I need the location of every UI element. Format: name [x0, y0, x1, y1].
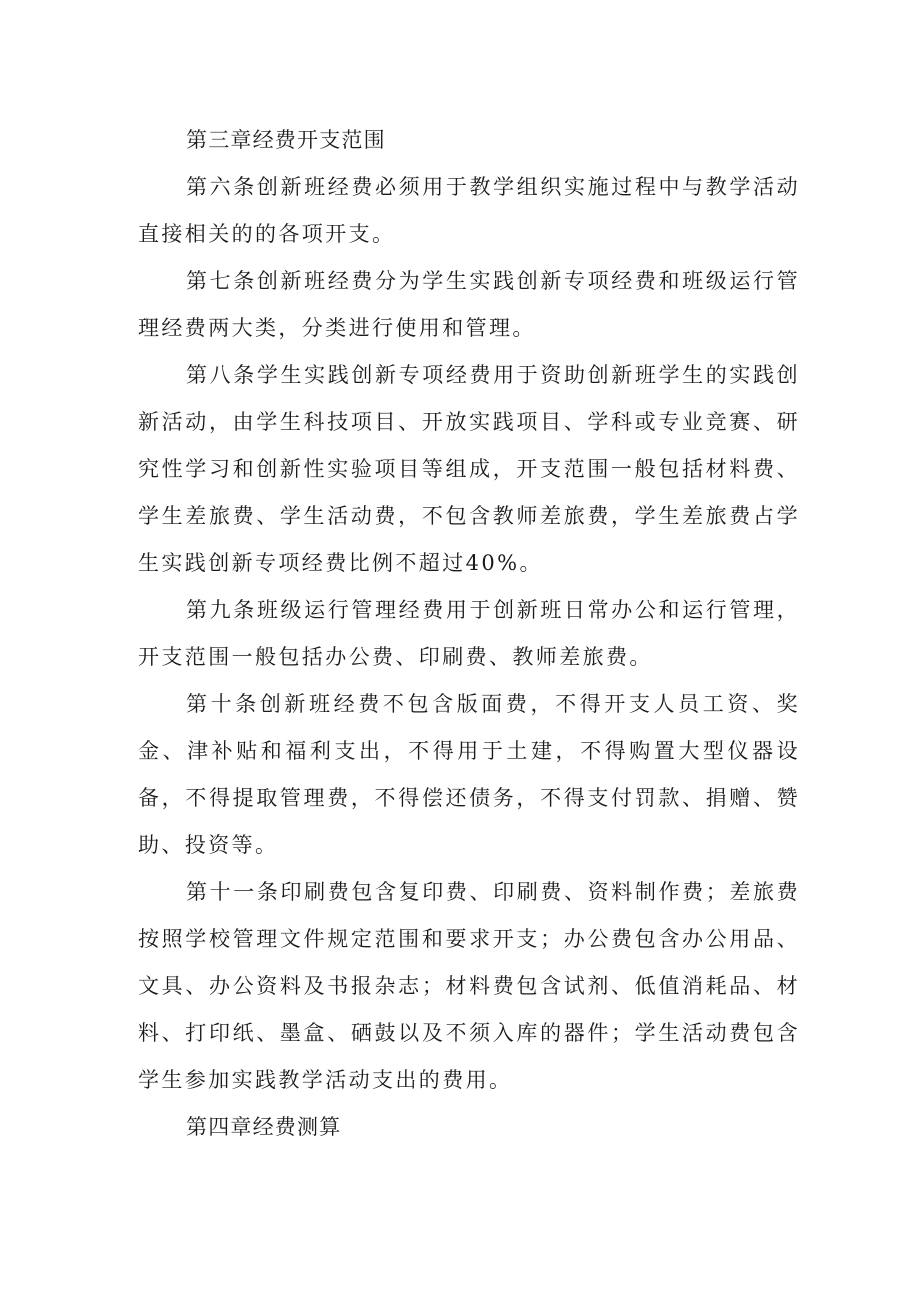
article-9: 第九条班级运行管理经费用于创新班日常办公和运行管理，开支范围一般包括办公费、印刷费、教师差旅费。 — [138, 598, 800, 669]
article-7: 第七条创新班经费分为学生实践创新专项经费和班级运行管理经费两大类，分类进行使用和管理。 — [138, 269, 800, 340]
article-6: 第六条创新班经费必须用于教学组织实施过程中与教学活动直接相关的的各项开支。 — [138, 175, 800, 246]
chapter-heading-4: 第四章经费测算 — [186, 1115, 342, 1139]
article-8: 第八条学生实践创新专项经费用于资助创新班学生的实践创新活动，由学生科技项目、开放实践项目、学科或专业竞赛、研究性学习和创新性实验项目等组成，开支范围一般包括材料费、学生差旅费、学生活动费，不包含教师差旅费，学生差旅费占学生实践创新专项经费比例不超过40%。 — [138, 363, 800, 575]
article-10: 第十条创新班经费不包含版面费，不得开支人员工资、奖金、津补贴和福利支出，不得用于土建，不得购置大型仪器设备，不得提取管理费，不得偿还债务，不得支付罚款、捐赠、赞助、投资等。 — [138, 692, 800, 857]
chapter-heading-3: 第三章经费开支范围 — [186, 128, 386, 152]
document-body — [138, 117, 800, 1151]
article-11: 第十一条印刷费包含复印费、印刷费、资料制作费；差旅费按照学校管理文件规定范围和要求开支；办公费包含办公用品、文具、办公资料及书报杂志；材料费包含试剂、低值消耗品、材料、打印纸、墨盒、硒鼓以及不须入库的器件；学生活动费包含学生参加实践教学活动支出的费用。 — [138, 880, 800, 1092]
